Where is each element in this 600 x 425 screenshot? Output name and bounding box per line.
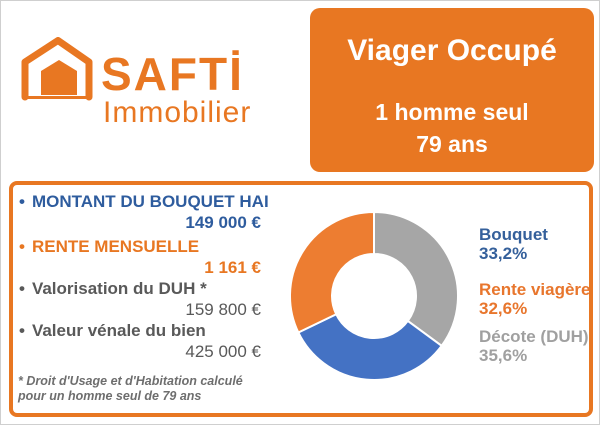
bullet-icon: • bbox=[19, 192, 25, 211]
header-subtitle-line1: 1 homme seul bbox=[375, 99, 529, 125]
header-card bbox=[310, 8, 594, 172]
legend-value: 35,6% bbox=[479, 346, 528, 365]
header-subtitle-line2: 79 ans bbox=[416, 131, 488, 157]
bullet-icon: • bbox=[19, 321, 25, 340]
legend-label: Rente viagère bbox=[479, 280, 591, 299]
item-label: RENTE MENSUELLE bbox=[31, 237, 200, 256]
house-icon bbox=[21, 37, 93, 101]
panel-item bbox=[15, 236, 261, 278]
logo-text bbox=[101, 37, 251, 129]
legend-item-decote bbox=[479, 327, 591, 365]
panel-items bbox=[15, 191, 269, 362]
safti-logo bbox=[21, 37, 251, 129]
chart-legend bbox=[479, 225, 591, 365]
header-title: Viager Occupé bbox=[347, 34, 557, 67]
item-value: 1 161 € bbox=[204, 258, 261, 277]
brand-tagline: Immobilier bbox=[103, 96, 252, 129]
legend-item-rente bbox=[479, 280, 591, 318]
footnote-line1: * Droit d'Usage et d'Habitation calculé bbox=[18, 374, 243, 388]
item-value: 425 000 € bbox=[185, 342, 261, 361]
donut-slice-rente bbox=[290, 212, 374, 332]
legend-value: 32,6% bbox=[479, 299, 528, 318]
item-label: Valeur vénale du bien bbox=[31, 321, 206, 340]
footnote bbox=[18, 374, 288, 404]
legend-label: Bouquet bbox=[479, 225, 548, 244]
item-label: MONTANT DU BOUQUET HAI bbox=[31, 192, 269, 211]
bullet-icon: • bbox=[19, 279, 25, 298]
brand-name: SAFTİ bbox=[101, 48, 244, 100]
bullet-icon: • bbox=[19, 237, 25, 256]
legend-item-bouquet bbox=[479, 225, 591, 263]
item-label: Valorisation du DUH * bbox=[31, 279, 207, 298]
legend-label: Décote (DUH) bbox=[479, 327, 589, 346]
donut-chart bbox=[284, 206, 464, 386]
legend-value: 33,2% bbox=[479, 244, 528, 263]
panel-item bbox=[15, 278, 261, 320]
summary-panel bbox=[9, 181, 593, 417]
panel-item bbox=[15, 191, 269, 233]
item-value: 159 800 € bbox=[185, 300, 261, 319]
panel-item bbox=[15, 320, 261, 362]
footnote-line2: pour un homme seul de 79 ans bbox=[18, 389, 202, 403]
item-value: 149 000 € bbox=[185, 213, 261, 232]
